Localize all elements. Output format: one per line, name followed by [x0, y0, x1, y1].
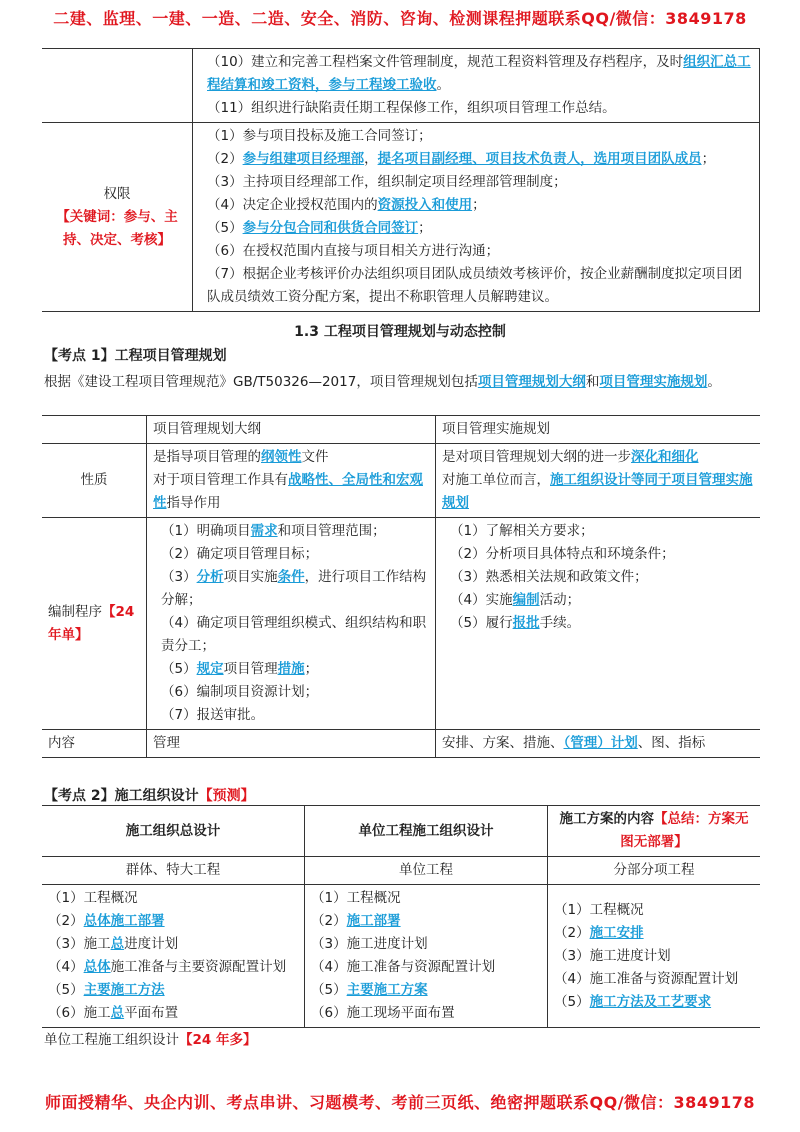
list-item: （5）履行报批手续。 [450, 615, 581, 631]
list-item: （4）决定企业授权范围内的资源投入和使用； [207, 197, 486, 213]
list-item: （1）工程概况 [311, 890, 401, 906]
list-item: （2）参与组建项目经理部，提名项目副经理、项目技术负责人，选用项目团队成员； [207, 151, 716, 167]
table-row [42, 49, 760, 123]
table-cell [436, 518, 761, 730]
row-label: 内容 [42, 730, 147, 758]
column-header: 施工组织总设计 [42, 806, 305, 857]
top-banner: 二建、监理、一建、一造、二造、安全、消防、咨询、检测课程押题联系QQ/微信：3849178 [53, 9, 747, 28]
table-cell: 管理 [147, 730, 436, 758]
list-item: （2）分析项目具体特点和环境条件； [450, 546, 675, 562]
footnote: 单位工程施工组织设计【24 年多】 [44, 1032, 257, 1048]
row-label-authority: 权限 【关键词：参与、主持、决定、考核】 [42, 123, 193, 312]
list-item: （6）编制项目资源计划； [161, 684, 319, 700]
bottom-banner: 师面授精华、央企内训、考点串讲、习题模考、考前三页纸、绝密押题联系QQ/微信：3849178 [45, 1093, 755, 1112]
column-header: 施工方案的内容【总结：方案无图无部署】 [548, 806, 761, 857]
table-cell: 是对项目管理规划大纲的进一步深化和细化 对施工单位而言，施工组织设计等同于项目管理实施规划 [436, 444, 761, 518]
list-item: （5）施工方法及工艺要求 [554, 993, 712, 1010]
section-title: 1.3 工程项目管理规划与动态控制 [294, 324, 506, 340]
table-row [42, 806, 760, 857]
table-cell [548, 885, 761, 1028]
header-empty [42, 416, 147, 444]
list-item: （4）总体施工准备与主要资源配置计划 [48, 959, 287, 975]
list-item: （1）了解相关方要求； [450, 523, 594, 539]
list-item: （2）总体施工部署 [48, 913, 165, 929]
key-point-2-heading: 【考点 2】施工组织设计【预测】 [44, 788, 255, 804]
list-item: （1）参与项目投标及施工合同签订； [207, 128, 432, 144]
list-item: （4）施工准备与资源配置计划 [311, 959, 496, 975]
row-label: 性质 [42, 444, 147, 518]
list-item: （3）熟悉相关法规和政策文件； [450, 569, 648, 585]
column-header: 单位工程施工组织设计 [305, 806, 548, 857]
list-item: （2）确定项目管理目标； [161, 546, 319, 562]
list-item: （6）在授权范围内直接与项目相关方进行沟通； [207, 243, 500, 259]
list-item: （1）工程概况 [554, 901, 644, 918]
table-row [42, 885, 760, 1028]
row-label-empty [42, 49, 193, 123]
list-item: （3）分析项目实施条件，进行项目工作结构分解； [161, 569, 427, 608]
intro-paragraph: 根据《建设工程项目管理规范》GB/T50326—2017，项目管理规划包括项目管理规划大纲和项目管理实施规划。 [44, 374, 721, 390]
table-row [42, 518, 760, 730]
list-item: （5）参与分包合同和供货合同签订； [207, 220, 432, 236]
list-item: （5）主要施工方案 [311, 982, 428, 998]
list-item: （10）建立和完善工程档案文件管理制度，规范工程资料管理及存档程序，及时组织汇总工程结算和竣工资料，参与工程竣工验收。 [207, 54, 751, 93]
list-item: （5）主要施工方法 [48, 982, 165, 998]
column-header: 项目管理规划大纲 [147, 416, 436, 444]
table-cell: 单位工程 [305, 857, 548, 885]
list-item: （6）施工现场平面布置 [311, 1005, 455, 1021]
table-cell: 分部分项工程 [548, 857, 761, 885]
table-row [42, 123, 760, 312]
keywords-tag: 【关键词：参与、主持、决定、考核】 [56, 208, 178, 248]
column-header: 项目管理实施规划 [436, 416, 761, 444]
list-item: （7）根据企业考核评价办法组织项目团队成员绩效考核评价，按企业薪酬制度拟定项目团队成员绩效工资分配方案，提出不称职管理人员解聘建议。 [207, 266, 743, 305]
list-item: （4）实施编制活动； [450, 592, 581, 608]
authority-cell [193, 123, 760, 312]
table-cell: 安排、方案、措施、（管理）计划、图、指标 [436, 730, 761, 758]
list-item: （5）规定项目管理措施； [161, 661, 319, 677]
table-row [42, 416, 760, 444]
construction-design-table [42, 805, 760, 1028]
list-item: （4）确定项目管理组织模式、组织结构和职责分工； [161, 615, 427, 654]
list-item: （3）施工总进度计划 [48, 936, 179, 952]
table-row [42, 730, 760, 758]
table-cell [147, 518, 436, 730]
table-row [42, 444, 760, 518]
row-label: 编制程序【24年单】 [42, 518, 147, 730]
list-item: （2）施工部署 [311, 913, 401, 929]
table-row [42, 857, 760, 885]
table-cell [42, 885, 305, 1028]
table-cell [305, 885, 548, 1028]
list-item: （7）报送审批。 [161, 707, 265, 723]
table-cell: 是指导项目管理的纲领性文件 对于项目管理工作具有战略性、全局性和宏观性指导作用 [147, 444, 436, 518]
project-manager-duties-table [42, 48, 760, 312]
list-item: （4）施工准备与资源配置计划 [554, 970, 739, 987]
key-point-1-heading: 【考点 1】工程项目管理规划 [44, 348, 227, 364]
list-item: （6）施工总平面布置 [48, 1005, 179, 1021]
list-item: （3）施工进度计划 [311, 936, 428, 952]
management-plan-table [42, 415, 760, 758]
list-item: （11）组织进行缺陷责任期工程保修工作，组织项目管理工作总结。 [207, 100, 616, 116]
list-item: （3）主持项目经理部工作，组织制定项目经理部管理制度； [207, 174, 567, 190]
list-item: （2）施工安排 [554, 924, 644, 941]
duties-cell [193, 49, 760, 123]
list-item: （1）明确项目需求和项目管理范围； [161, 523, 386, 539]
list-item: （3）施工进度计划 [554, 947, 671, 964]
table-cell: 群体、特大工程 [42, 857, 305, 885]
list-item: （1）工程概况 [48, 890, 138, 906]
